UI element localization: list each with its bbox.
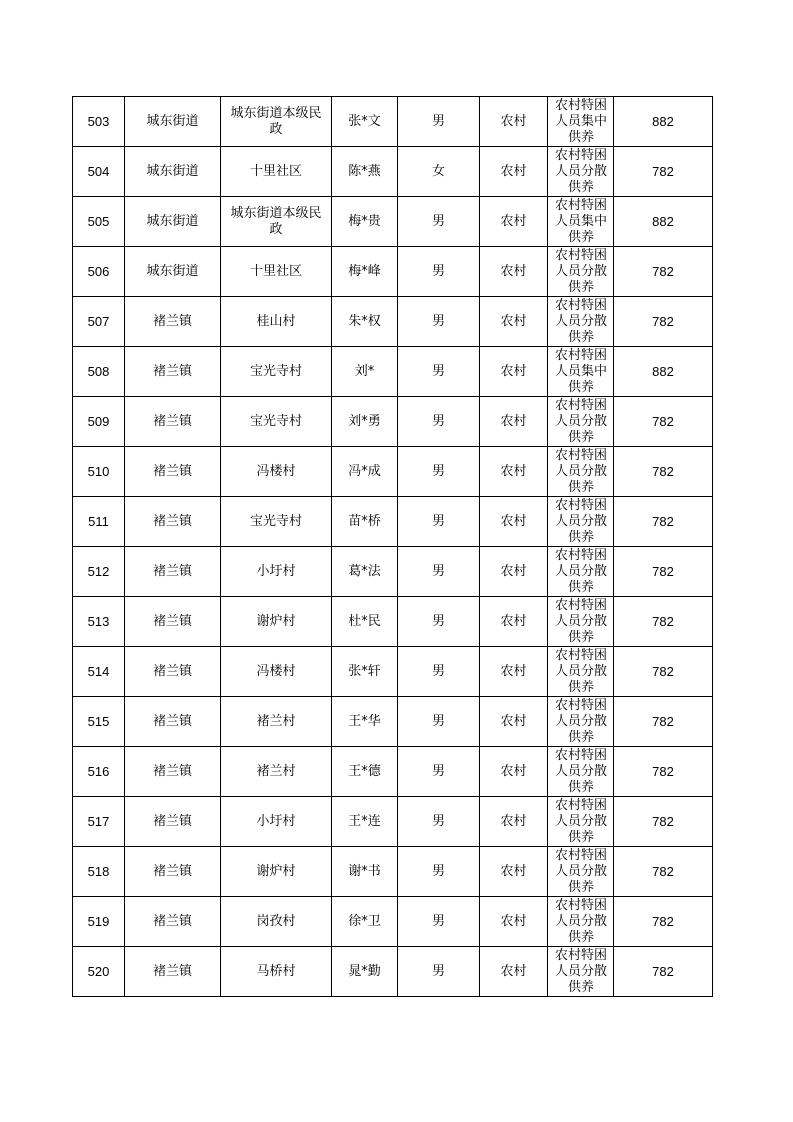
person-name-cell: 谢*书 (332, 847, 398, 897)
residence-type-cell: 农村 (480, 197, 548, 247)
village-text: 十里社区 (249, 163, 302, 179)
table-row (73, 547, 713, 597)
serial-number-cell: 507 (73, 297, 125, 347)
support-category-text: 农村特困人员分散供养 (554, 398, 607, 445)
gender-cell: 男 (398, 197, 480, 247)
village-cell (221, 647, 332, 697)
support-category-text: 农村特困人员集中供养 (554, 198, 607, 245)
gender-cell: 女 (398, 147, 480, 197)
table-row (73, 847, 713, 897)
table-row (73, 447, 713, 497)
amount-cell: 782 (614, 897, 713, 947)
residence-type-cell: 农村 (480, 597, 548, 647)
serial-number-cell: 510 (73, 447, 125, 497)
residence-type-cell: 农村 (480, 247, 548, 297)
amount-cell: 782 (614, 497, 713, 547)
person-name-cell: 苗*桥 (332, 497, 398, 547)
gender-cell: 男 (398, 97, 480, 147)
town-cell: 褚兰镇 (125, 697, 221, 747)
support-category-cell (548, 647, 614, 697)
town-cell: 城东街道 (125, 197, 221, 247)
support-category-text: 农村特困人员分散供养 (554, 148, 607, 195)
residence-type-cell: 农村 (480, 747, 548, 797)
gender-cell: 男 (398, 697, 480, 747)
amount-cell: 782 (614, 647, 713, 697)
gender-cell: 男 (398, 847, 480, 897)
support-category-text: 农村特困人员分散供养 (554, 598, 607, 645)
residence-type-cell: 农村 (480, 797, 548, 847)
table-body (73, 97, 713, 997)
village-text: 城东街道本级民政 (230, 205, 322, 237)
serial-number-cell: 509 (73, 397, 125, 447)
support-category-text: 农村特困人员分散供养 (554, 798, 607, 845)
village-cell (221, 397, 332, 447)
support-category-cell (548, 147, 614, 197)
serial-number-cell: 512 (73, 547, 125, 597)
town-cell: 褚兰镇 (125, 947, 221, 997)
person-name-cell: 徐*卫 (332, 897, 398, 947)
person-name-cell: 刘* (332, 347, 398, 397)
support-category-cell (548, 347, 614, 397)
serial-number-cell: 508 (73, 347, 125, 397)
amount-cell: 782 (614, 847, 713, 897)
village-text: 褚兰村 (256, 713, 296, 729)
table-row (73, 97, 713, 147)
village-cell (221, 897, 332, 947)
town-cell: 褚兰镇 (125, 897, 221, 947)
village-cell (221, 197, 332, 247)
residence-type-cell: 农村 (480, 647, 548, 697)
village-cell (221, 147, 332, 197)
serial-number-cell: 516 (73, 747, 125, 797)
person-name-cell: 王*连 (332, 797, 398, 847)
village-text: 岗孜村 (256, 913, 296, 929)
town-cell: 褚兰镇 (125, 597, 221, 647)
support-category-cell (548, 747, 614, 797)
village-cell (221, 847, 332, 897)
support-category-text: 农村特困人员分散供养 (554, 548, 607, 595)
village-text: 谢炉村 (256, 613, 296, 629)
support-category-text: 农村特困人员分散供养 (554, 698, 607, 745)
village-cell (221, 697, 332, 747)
amount-cell: 782 (614, 147, 713, 197)
person-name-cell: 王*德 (332, 747, 398, 797)
town-cell: 褚兰镇 (125, 497, 221, 547)
support-category-text: 农村特困人员分散供养 (554, 848, 607, 895)
support-category-text: 农村特困人员分散供养 (554, 648, 607, 695)
village-text: 小圩村 (256, 563, 296, 579)
residence-type-cell: 农村 (480, 347, 548, 397)
village-cell (221, 247, 332, 297)
serial-number-cell: 515 (73, 697, 125, 747)
support-category-text: 农村特困人员分散供养 (554, 248, 607, 295)
support-category-cell (548, 397, 614, 447)
residence-type-cell: 农村 (480, 847, 548, 897)
village-cell (221, 97, 332, 147)
support-category-text: 农村特困人员分散供养 (554, 498, 607, 545)
amount-cell: 782 (614, 297, 713, 347)
amount-cell: 782 (614, 597, 713, 647)
village-cell (221, 497, 332, 547)
village-text: 城东街道本级民政 (230, 105, 322, 137)
residence-type-cell: 农村 (480, 697, 548, 747)
support-category-text: 农村特困人员分散供养 (554, 948, 607, 995)
support-category-cell (548, 947, 614, 997)
residence-type-cell: 农村 (480, 547, 548, 597)
village-cell (221, 297, 332, 347)
village-cell (221, 547, 332, 597)
table-row (73, 397, 713, 447)
table-row (73, 597, 713, 647)
support-category-cell (548, 697, 614, 747)
table-row (73, 647, 713, 697)
town-cell: 褚兰镇 (125, 397, 221, 447)
support-category-cell (548, 247, 614, 297)
town-cell: 城东街道 (125, 97, 221, 147)
amount-cell: 782 (614, 747, 713, 797)
table-row (73, 497, 713, 547)
table-row (73, 897, 713, 947)
gender-cell: 男 (398, 397, 480, 447)
support-category-text: 农村特困人员分散供养 (554, 448, 607, 495)
support-category-text: 农村特困人员集中供养 (554, 348, 607, 395)
table-row (73, 797, 713, 847)
village-cell (221, 347, 332, 397)
town-cell: 褚兰镇 (125, 647, 221, 697)
amount-cell: 882 (614, 197, 713, 247)
village-text: 冯楼村 (256, 663, 296, 679)
serial-number-cell: 518 (73, 847, 125, 897)
amount-cell: 782 (614, 447, 713, 497)
support-category-text: 农村特困人员集中供养 (554, 98, 607, 145)
village-text: 桂山村 (256, 313, 296, 329)
amount-cell: 782 (614, 547, 713, 597)
person-name-cell: 朱*权 (332, 297, 398, 347)
person-name-cell: 王*华 (332, 697, 398, 747)
serial-number-cell: 517 (73, 797, 125, 847)
support-category-cell (548, 297, 614, 347)
residence-type-cell: 农村 (480, 297, 548, 347)
table-row (73, 247, 713, 297)
gender-cell: 男 (398, 647, 480, 697)
person-name-cell: 梅*峰 (332, 247, 398, 297)
residence-type-cell: 农村 (480, 147, 548, 197)
person-name-cell: 梅*贵 (332, 197, 398, 247)
town-cell: 褚兰镇 (125, 847, 221, 897)
residence-type-cell: 农村 (480, 497, 548, 547)
residence-type-cell: 农村 (480, 897, 548, 947)
residence-type-cell: 农村 (480, 397, 548, 447)
support-category-cell (548, 547, 614, 597)
support-category-cell (548, 597, 614, 647)
person-name-cell: 刘*勇 (332, 397, 398, 447)
person-name-cell: 陈*燕 (332, 147, 398, 197)
town-cell: 城东街道 (125, 147, 221, 197)
town-cell: 褚兰镇 (125, 747, 221, 797)
table-row (73, 297, 713, 347)
table-row (73, 747, 713, 797)
village-text: 小圩村 (256, 813, 296, 829)
village-text: 冯楼村 (256, 463, 296, 479)
support-category-text: 农村特困人员分散供养 (554, 898, 607, 945)
gender-cell: 男 (398, 297, 480, 347)
table-row (73, 697, 713, 747)
amount-cell: 782 (614, 247, 713, 297)
person-name-cell: 杜*民 (332, 597, 398, 647)
support-category-cell (548, 797, 614, 847)
amount-cell: 782 (614, 947, 713, 997)
person-name-cell: 张*轩 (332, 647, 398, 697)
serial-number-cell: 519 (73, 897, 125, 947)
serial-number-cell: 505 (73, 197, 125, 247)
person-name-cell: 冯*成 (332, 447, 398, 497)
village-cell (221, 947, 332, 997)
town-cell: 城东街道 (125, 247, 221, 297)
person-name-cell: 晁*勤 (332, 947, 398, 997)
village-text: 褚兰村 (256, 763, 296, 779)
serial-number-cell: 506 (73, 247, 125, 297)
amount-cell: 882 (614, 97, 713, 147)
gender-cell: 男 (398, 897, 480, 947)
support-category-cell (548, 847, 614, 897)
residence-type-cell: 农村 (480, 947, 548, 997)
village-text: 宝光寺村 (249, 413, 302, 429)
village-cell (221, 797, 332, 847)
gender-cell: 男 (398, 347, 480, 397)
table-row (73, 147, 713, 197)
village-text: 谢炉村 (256, 863, 296, 879)
serial-number-cell: 514 (73, 647, 125, 697)
serial-number-cell: 503 (73, 97, 125, 147)
amount-cell: 782 (614, 797, 713, 847)
village-cell (221, 447, 332, 497)
town-cell: 褚兰镇 (125, 547, 221, 597)
gender-cell: 男 (398, 497, 480, 547)
support-category-text: 农村特困人员分散供养 (554, 748, 607, 795)
amount-cell: 782 (614, 697, 713, 747)
table-row (73, 197, 713, 247)
serial-number-cell: 520 (73, 947, 125, 997)
village-cell (221, 747, 332, 797)
town-cell: 褚兰镇 (125, 797, 221, 847)
serial-number-cell: 511 (73, 497, 125, 547)
person-name-cell: 葛*法 (332, 547, 398, 597)
support-category-cell (548, 497, 614, 547)
serial-number-cell: 513 (73, 597, 125, 647)
support-category-text: 农村特困人员分散供养 (554, 298, 607, 345)
gender-cell: 男 (398, 747, 480, 797)
support-category-cell (548, 447, 614, 497)
village-text: 宝光寺村 (249, 513, 302, 529)
village-cell (221, 597, 332, 647)
village-text: 马桥村 (256, 963, 296, 979)
gender-cell: 男 (398, 597, 480, 647)
gender-cell: 男 (398, 247, 480, 297)
amount-cell: 782 (614, 397, 713, 447)
support-category-cell (548, 897, 614, 947)
residence-type-cell: 农村 (480, 447, 548, 497)
gender-cell: 男 (398, 947, 480, 997)
support-category-cell (548, 197, 614, 247)
gender-cell: 男 (398, 547, 480, 597)
person-name-cell: 张*文 (332, 97, 398, 147)
town-cell: 褚兰镇 (125, 347, 221, 397)
town-cell: 褚兰镇 (125, 447, 221, 497)
village-text: 宝光寺村 (249, 363, 302, 379)
town-cell: 褚兰镇 (125, 297, 221, 347)
table-row (73, 947, 713, 997)
relief-roster-table (72, 96, 713, 997)
serial-number-cell: 504 (73, 147, 125, 197)
amount-cell: 882 (614, 347, 713, 397)
village-text: 十里社区 (249, 263, 302, 279)
table-row (73, 347, 713, 397)
residence-type-cell: 农村 (480, 97, 548, 147)
gender-cell: 男 (398, 447, 480, 497)
gender-cell: 男 (398, 797, 480, 847)
support-category-cell (548, 97, 614, 147)
